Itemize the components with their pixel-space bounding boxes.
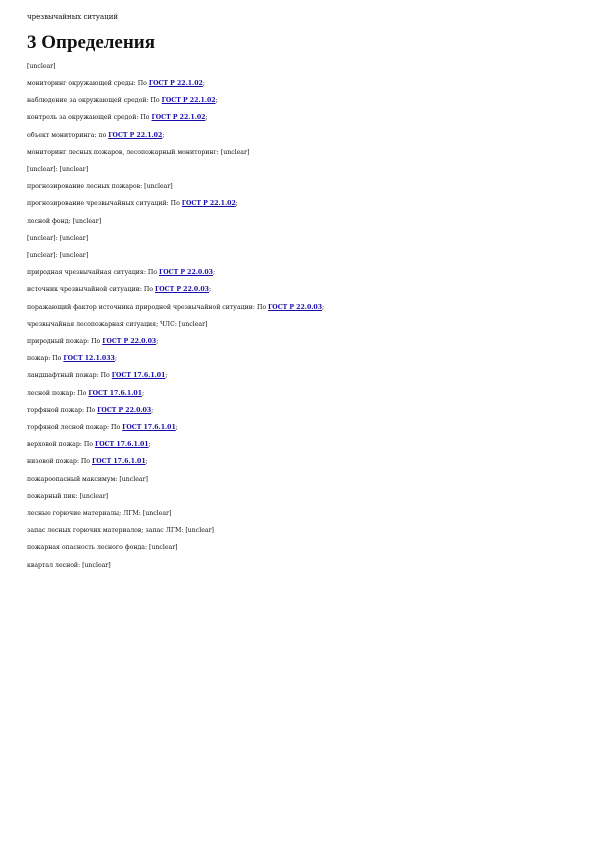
reference-tail: ; [162, 131, 165, 139]
intro-paragraph: [unclear] [27, 63, 56, 70]
definition-entry [27, 199, 572, 208]
gost-reference-link[interactable]: ГОСТ Р 22.0.03 [102, 338, 157, 346]
definition-term: лесные горючие материалы; ЛГМ [27, 510, 139, 518]
definition-text: [unclear] [59, 166, 89, 174]
definition-entry [27, 285, 572, 294]
definition-term: лесной пожар [27, 389, 74, 397]
reference-prefix: По [150, 97, 162, 105]
term-separator: : [216, 148, 221, 156]
term-separator: : [174, 320, 179, 328]
definition-term: пожар [27, 355, 49, 363]
definition-term: [unclear] [27, 252, 56, 260]
definition-term: источник чрезвычайной ситуации [27, 286, 140, 294]
reference-tail: ; [165, 372, 168, 380]
definition-entry [27, 389, 572, 398]
reference-tail: ; [205, 114, 208, 122]
reference-tail: ; [142, 389, 145, 397]
term-separator: : [136, 114, 141, 122]
term-separator: : [94, 131, 99, 139]
definition-entry [27, 440, 572, 449]
term-separator: : [87, 338, 92, 346]
gost-reference-link[interactable]: ГОСТ Р 22.1.02 [151, 114, 206, 122]
term-separator: : [79, 441, 84, 449]
reference-prefix: По [77, 389, 89, 397]
reference-prefix: По [52, 355, 64, 363]
reference-tail: ; [148, 441, 151, 449]
term-separator: : [146, 97, 151, 105]
definition-entry [27, 354, 572, 363]
reference-tail: ; [235, 200, 238, 208]
reference-tail: ; [114, 355, 117, 363]
reference-prefix: По [100, 372, 112, 380]
definition-text: [unclear] [144, 183, 173, 191]
term-separator: : [139, 286, 144, 294]
term-separator: : [55, 234, 60, 242]
reference-prefix: По [111, 424, 123, 432]
definition-term: торфяной лесной пожар [27, 424, 107, 432]
definition-term: объект мониторинга [27, 131, 95, 139]
reference-prefix: По [91, 338, 103, 346]
term-separator: : [96, 372, 101, 380]
term-separator: : [82, 406, 87, 414]
definition-text: [unclear] [82, 561, 111, 569]
reference-prefix: по [98, 131, 109, 139]
definition-text: [unclear] [119, 475, 148, 483]
definition-text: [unclear] [59, 234, 89, 242]
definition-entry [27, 148, 572, 157]
definition-entry [27, 526, 572, 535]
term-separator: : [78, 561, 83, 569]
definition-entry [27, 182, 572, 191]
term-separator: : [48, 355, 53, 363]
gost-reference-link[interactable]: ГОСТ Р 22.1.02 [161, 97, 216, 105]
definition-entry [27, 561, 572, 570]
definition-entry [27, 131, 572, 140]
definition-term: поражающий фактор источника природной чрезвычайной ситуации [27, 303, 253, 311]
reference-tail: ; [322, 303, 325, 311]
term-separator: : [55, 166, 60, 174]
gost-reference-link[interactable]: ГОСТ Р 22.0.03 [158, 269, 213, 277]
term-separator: : [181, 527, 186, 535]
definition-entry [27, 96, 572, 105]
definition-entry [27, 217, 572, 226]
term-separator: : [73, 389, 78, 397]
term-separator: : [143, 269, 148, 277]
reference-prefix: По [137, 80, 149, 87]
term-separator: : [115, 475, 120, 483]
definition-term: мониторинг окружающей среды [27, 80, 134, 87]
term-separator: : [106, 424, 112, 432]
definition-text: [unclear] [149, 544, 178, 552]
definition-term: пожароопасный максимум [27, 475, 116, 483]
definition-entry [27, 113, 572, 122]
term-separator: : [55, 252, 60, 260]
term-separator: : [144, 544, 150, 552]
gost-reference-link[interactable]: ГОСТ 12.1.033 [63, 355, 115, 363]
definition-entry [27, 251, 572, 260]
definition-term: пожарная опасность лесного фонда [27, 544, 145, 552]
reference-tail: ; [215, 97, 218, 105]
definition-entry [27, 320, 572, 329]
definition-entry [27, 165, 572, 174]
term-separator: : [166, 200, 171, 208]
definition-entry [27, 492, 572, 501]
reference-tail: ; [145, 458, 148, 466]
gost-reference-link[interactable]: ГОСТ 17.6.1.01 [111, 372, 166, 380]
gost-reference-link[interactable]: ГОСТ Р 22.0.03 [154, 286, 209, 294]
definition-text: [unclear] [220, 148, 250, 156]
definition-text: [unclear] [185, 527, 214, 535]
definitions-list [27, 79, 572, 570]
definition-term: лесной фонд [27, 217, 69, 225]
reference-tail: ; [175, 424, 178, 432]
reference-prefix: По [143, 286, 155, 294]
definition-term: верховой пожар [27, 441, 80, 449]
definition-term: контроль за окружающей средой [27, 114, 137, 122]
definition-term: запас лесных горючих материалов; запас ЛГМ [27, 527, 182, 535]
gost-reference-link[interactable]: ГОСТ 17.6.1.01 [88, 389, 142, 397]
definition-term: природный пожар [27, 338, 88, 346]
term-separator: : [140, 183, 145, 191]
definition-text: [unclear] [59, 252, 89, 260]
definition-term: пожарный пик [27, 492, 76, 500]
definition-text: [unclear] [79, 492, 109, 500]
definition-term: наблюдение за окружающей средой [27, 97, 147, 105]
definition-term: чрезвычайная лесопожарная ситуация; ЧЛС [27, 320, 175, 328]
reference-tail: ; [202, 80, 205, 87]
reference-prefix: По [86, 406, 98, 414]
gost-reference-link[interactable]: ГОСТ 17.6.1.01 [122, 424, 176, 432]
definition-entry [27, 79, 572, 88]
definition-entry [27, 371, 572, 380]
term-separator: : [133, 80, 138, 87]
definition-term: прогнозирование чрезвычайных ситуаций [27, 200, 167, 208]
term-separator: : [138, 510, 143, 518]
reference-prefix: По [256, 303, 269, 311]
definition-entry [27, 406, 572, 415]
term-separator: : [76, 458, 81, 466]
definition-term: прогнозирование лесных пожаров [27, 183, 141, 191]
definition-term: низовой пожар [27, 458, 77, 466]
definition-text: [unclear] [178, 320, 208, 328]
term-separator: : [68, 217, 73, 225]
definition-entry [27, 303, 572, 312]
reference-prefix: По [83, 441, 95, 449]
reference-prefix: По [80, 458, 92, 466]
definition-term: ландшафтный пожар [27, 372, 97, 380]
reference-tail: ; [212, 269, 216, 277]
definition-entry [27, 337, 572, 346]
definition-entry [27, 234, 572, 243]
definition-entry [27, 268, 572, 277]
reference-tail: ; [151, 406, 154, 414]
gost-reference-link[interactable]: ГОСТ Р 22.1.02 [108, 131, 163, 139]
document-page [27, 12, 572, 578]
definition-entry [27, 423, 572, 432]
gost-reference-link[interactable]: ГОСТ 17.6.1.01 [94, 441, 149, 449]
reference-prefix: По [147, 269, 159, 277]
gost-reference-link[interactable]: ГОСТ 17.6.1.01 [92, 458, 146, 466]
reference-tail: ; [156, 338, 159, 346]
definition-entry [27, 509, 572, 518]
definition-term: квартал лесной [27, 561, 79, 569]
definition-entry [27, 543, 572, 552]
definition-text: [unclear] [72, 217, 102, 225]
term-separator: : [252, 303, 257, 311]
definition-text: [unclear] [142, 510, 172, 518]
gost-reference-link[interactable]: ГОСТ Р 22.0.03 [268, 303, 323, 311]
reference-tail: ; [208, 286, 212, 294]
gost-reference-link[interactable]: ГОСТ Р 22.1.02 [181, 200, 236, 208]
definition-term: [unclear] [27, 234, 56, 242]
definition-term: [unclear] [27, 166, 56, 174]
reference-prefix: По [140, 114, 152, 122]
definition-term: мониторинг лесных пожаров, лесопожарный мониторинг [27, 148, 217, 156]
term-separator: : [75, 492, 80, 500]
definition-entry [27, 457, 572, 466]
breadcrumb: чрезвычайных ситуаций [27, 13, 119, 21]
definition-entry [27, 475, 572, 484]
reference-prefix: По [170, 200, 182, 208]
gost-reference-link[interactable]: ГОСТ Р 22.1.02 [148, 80, 203, 87]
definition-term: природная чрезвычайная ситуация [27, 269, 144, 277]
gost-reference-link[interactable]: ГОСТ Р 22.0.03 [97, 406, 152, 414]
section-title: 3 Определения [27, 32, 156, 53]
definition-term: торфяной пожар [27, 406, 82, 414]
